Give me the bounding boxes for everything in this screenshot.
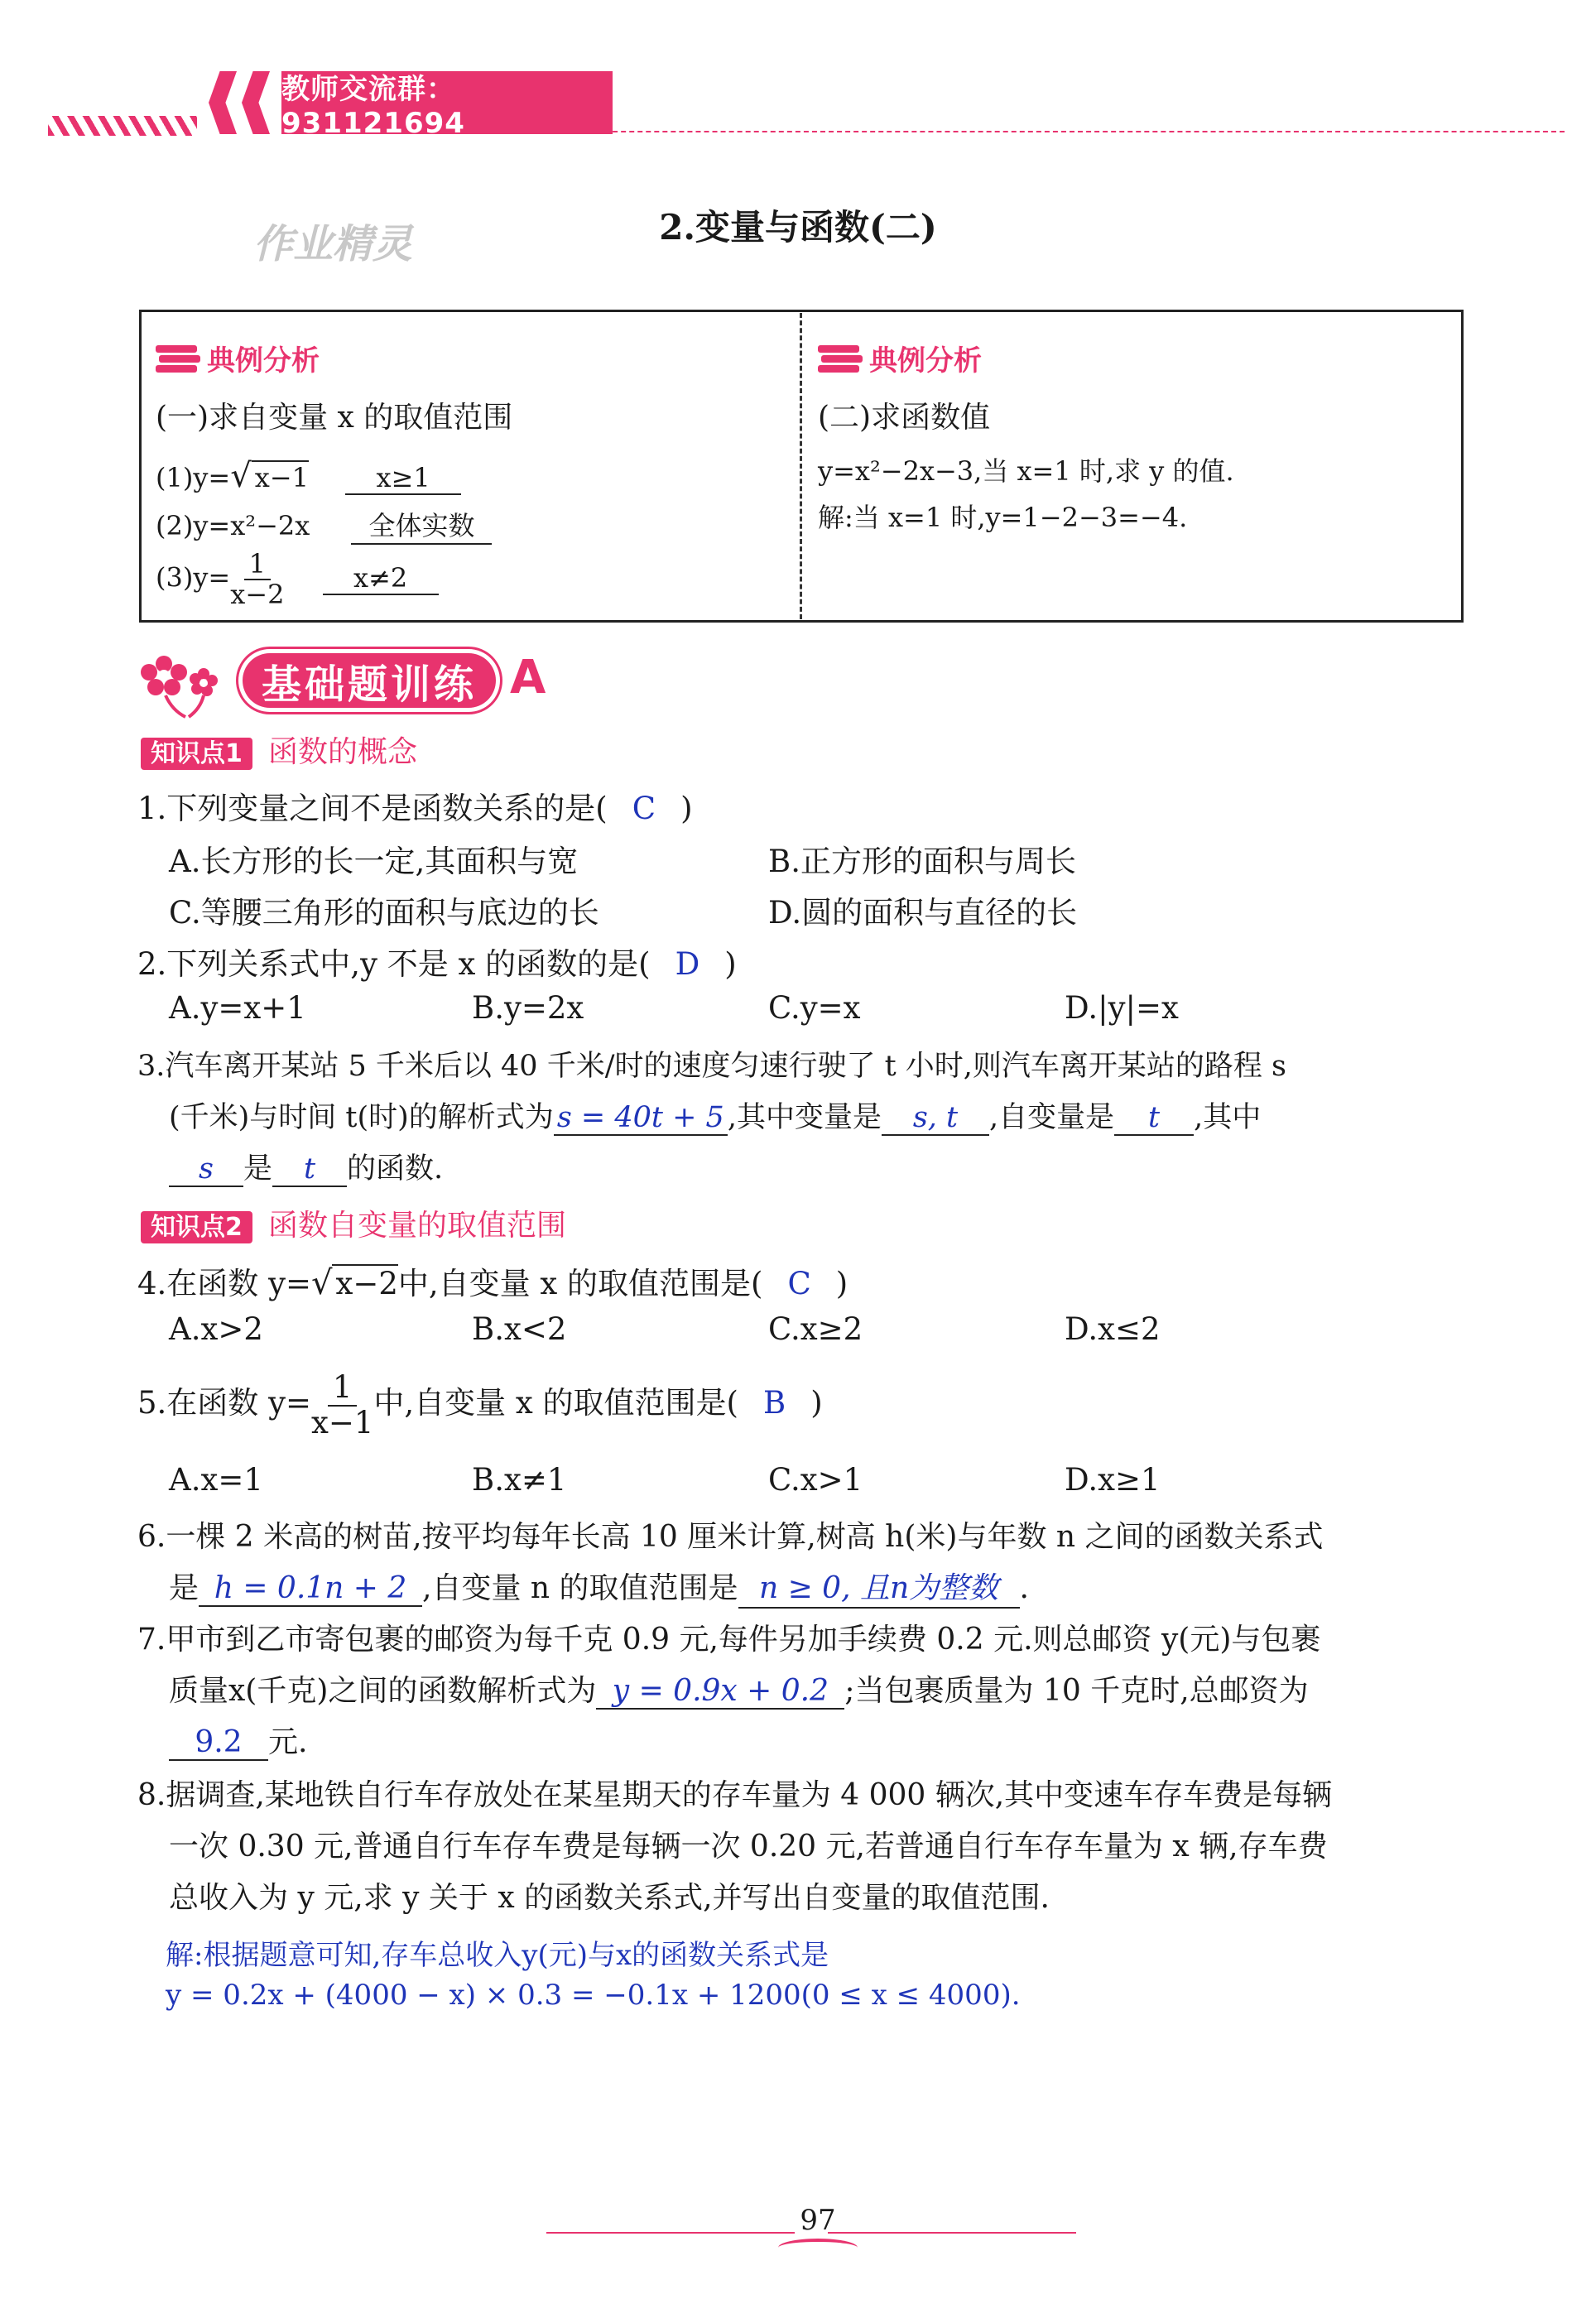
- q4-option-a: A.x>2: [169, 1311, 263, 1347]
- knowledge-point-1: 知识点1 函数的概念: [141, 729, 417, 771]
- example-left-item-3: (3)y= $\frac{1}{x-2}$ x≠2: [156, 550, 439, 609]
- example-right-line-2: 解:当 x=1 时,y=1−2−3=−4.: [818, 502, 1188, 533]
- question-7-line-1: 7.甲市到乙市寄包裹的邮资为每千克 0.9 元,每件另加手续费 0.2 元.则总邮资 y(元)与包裹: [137, 1623, 1321, 1657]
- q5-option-c: C.x>1: [768, 1462, 863, 1498]
- question-6-line-1: 6.一棵 2 米高的树苗,按平均每年长高 10 厘米计算,树高 h(米)与年数 n 之间的函数关系式: [137, 1520, 1324, 1554]
- question-8-solution-1: 解:根据题意可知,存车总收入y(元)与x的函数关系式是: [166, 1939, 829, 1972]
- question-5: 5.在函数 y= $\frac{1}{x-1}$ 中,自变量 x 的取值范围是( B ): [137, 1369, 823, 1440]
- question-4: 4.在函数 y=√ x−2中,自变量 x 的取值范围是( C ): [137, 1264, 848, 1302]
- header-divider: [579, 131, 1565, 132]
- q2-option-c: C.y=x: [768, 990, 861, 1026]
- q4-option-c: C.x≥2: [768, 1311, 863, 1347]
- question-3-line-2: (千米)与时间 t(时)的解析式为 s = 40t + 5 ,其中变量是 s, t ,自变量是 t ,其中: [169, 1101, 1262, 1134]
- q2-option-a: A.y=x+1: [169, 990, 306, 1026]
- question-3-line-3: s 是 t 的函数.: [169, 1146, 443, 1187]
- chevron-left-icon: [242, 71, 270, 134]
- page-number: 97: [800, 2204, 836, 2237]
- question-3-line-1: 3.汽车离开某站 5 千米后以 40 千米/时的速度匀速行驶了 t 小时,则汽车离开某站的路程 s: [137, 1050, 1287, 1083]
- example-right-subtitle: (二)求函数值: [818, 401, 991, 435]
- q1-option-c: C.等腰三角形的面积与底边的长: [169, 895, 599, 931]
- flower-icon: [139, 646, 230, 720]
- teacher-group-badge: 教师交流群：931121694: [281, 71, 613, 134]
- section-level: A: [510, 651, 546, 705]
- q1-option-b: B.正方形的面积与周长: [768, 844, 1076, 879]
- question-8-solution-2: y = 0.2x + (4000 − x) × 0.3 = −0.1x + 1200(0 ≤ x ≤ 4000).: [166, 1979, 1021, 2012]
- knowledge-point-2: 知识点2 函数自变量的取值范围: [141, 1202, 566, 1244]
- q4-option-d: D.x≤2: [1065, 1311, 1161, 1347]
- books-icon: [818, 342, 863, 375]
- page-title: 2.变量与函数(二): [659, 207, 937, 248]
- example-left-subtitle: (一)求自变量 x 的取值范围: [156, 401, 513, 435]
- q5-option-d: D.x≥1: [1065, 1462, 1161, 1498]
- book-ornament-icon: [778, 2239, 858, 2257]
- chevron-left-icon: [209, 71, 237, 134]
- books-icon: [156, 342, 200, 375]
- question-7-line-2: 质量x(千克)之间的函数解析式为 y = 0.9x + 0.2 ;当包裹质量为 10 千克时,总邮资为: [169, 1674, 1309, 1708]
- header-stripes: [48, 116, 197, 136]
- question-1: 1.下列变量之间不是函数关系的是( C ): [137, 791, 693, 826]
- question-7-line-3: 9.2 元.: [169, 1719, 307, 1761]
- example-left-item-2: (2)y=x²−2x 全体实数: [156, 505, 492, 545]
- example-left-item-1: (1)y=√ x−1 x≥1: [156, 457, 461, 495]
- watermark: 作业精灵: [253, 221, 413, 267]
- q2-option-d: D.|y|=x: [1065, 990, 1179, 1026]
- q2-option-b: B.y=2x: [472, 990, 584, 1026]
- question-8-line-3: 总收入为 y 元,求 y 关于 x 的函数关系式,并写出自变量的取值范围.: [169, 1881, 1050, 1915]
- example-right-line-1: y=x²−2x−3,当 x=1 时,求 y 的值.: [818, 455, 1234, 487]
- question-2: 2.下列关系式中,y 不是 x 的函数的是( D ): [137, 946, 737, 982]
- example-divider: [800, 313, 802, 619]
- q5-option-a: A.x=1: [169, 1462, 263, 1498]
- q1-option-a: A.长方形的长一定,其面积与宽: [169, 844, 579, 879]
- question-8-line-1: 8.据调查,某地铁自行车存放处在某星期天的存车量为 4 000 辆次,其中变速车存车费是每辆: [137, 1778, 1333, 1812]
- example-heading-left: 典例分析: [156, 338, 320, 378]
- question-8-line-2: 一次 0.30 元,普通自行车存车费是每辆一次 0.20 元,若普通自行车存车量为 x 辆,存车费: [169, 1830, 1328, 1864]
- question-6-line-2: 是 h = 0.1n + 2 ,自变量 n 的取值范围是 n ≥ 0, 且n为整数 .: [169, 1565, 1029, 1609]
- example-heading-right: 典例分析: [818, 338, 982, 378]
- q4-option-b: B.x<2: [472, 1311, 567, 1347]
- q5-option-b: B.x≠1: [472, 1462, 567, 1498]
- footer-line-left: [546, 2232, 795, 2234]
- section-banner: 基础题训练: [238, 649, 500, 712]
- q1-option-d: D.圆的面积与直径的长: [768, 895, 1078, 931]
